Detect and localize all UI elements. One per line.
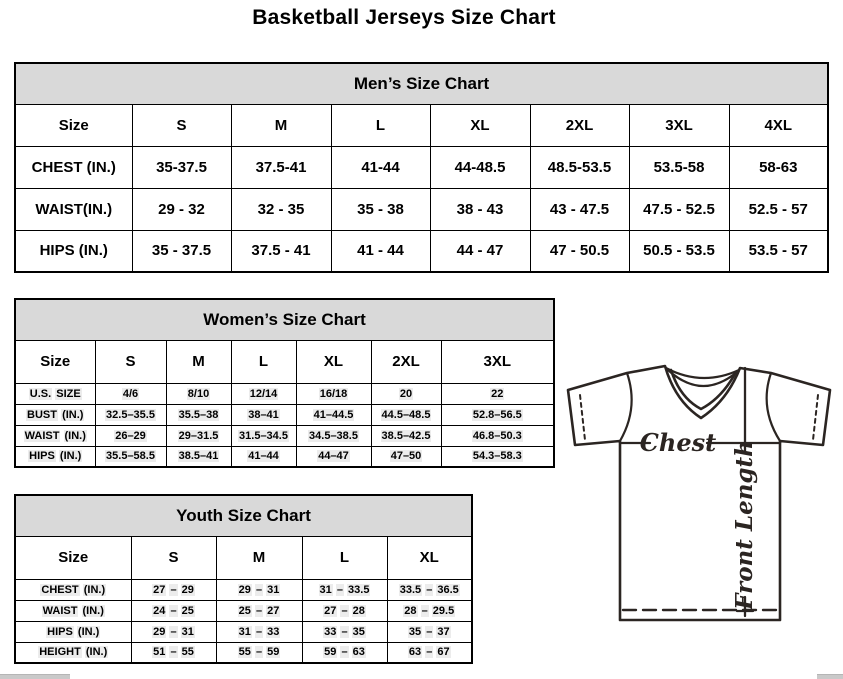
table-row	[15, 579, 472, 600]
jersey-measurement-diagram	[555, 353, 843, 645]
table-cell: 38.5–42.5	[371, 425, 441, 446]
table-cell: 35.5–58.5	[95, 446, 166, 467]
table-cell: 58-63	[729, 146, 828, 188]
table-row	[15, 404, 554, 425]
horizontal-scrollbar-thumb[interactable]	[0, 674, 70, 679]
table-cell: 53.5-58	[629, 146, 729, 188]
table-cell: 54.3–58.3	[441, 446, 554, 467]
table-cell: 31 – 33.5	[302, 579, 387, 600]
column-header: M	[231, 104, 331, 146]
table-row	[15, 146, 828, 188]
column-header-row	[15, 104, 828, 146]
table-cell: 51 – 55	[131, 642, 216, 663]
youth-table-title: Youth Size Chart	[15, 495, 472, 536]
table-cell: 4/6	[95, 383, 166, 404]
table-cell: 35-37.5	[132, 146, 231, 188]
table-cell: 44-48.5	[430, 146, 530, 188]
table-cell: 47–50	[371, 446, 441, 467]
table-cell: 50.5 - 53.5	[629, 230, 729, 272]
table-cell: 28 – 29.5	[387, 600, 472, 621]
table-row	[15, 188, 828, 230]
table-cell: 44 - 47	[430, 230, 530, 272]
table-cell: 41–44	[231, 446, 296, 467]
table-cell: 35 - 37.5	[132, 230, 231, 272]
table-cell: 31.5–34.5	[231, 425, 296, 446]
table-cell: 53.5 - 57	[729, 230, 828, 272]
column-header: 2XL	[371, 340, 441, 383]
column-header: 3XL	[441, 340, 554, 383]
table-cell: 29 - 32	[132, 188, 231, 230]
table-cell: 37.5-41	[231, 146, 331, 188]
table-cell: 27 – 29	[131, 579, 216, 600]
column-header: L	[231, 340, 296, 383]
table-cell: 35 - 38	[331, 188, 430, 230]
column-header-row	[15, 340, 554, 383]
column-header: S	[132, 104, 231, 146]
table-cell: 37.5 - 41	[231, 230, 331, 272]
table-cell: 29–31.5	[166, 425, 231, 446]
column-header: S	[95, 340, 166, 383]
row-label: CHEST (IN.)	[15, 146, 132, 188]
row-label: WAIST (IN.)	[15, 425, 95, 446]
column-header: 2XL	[530, 104, 629, 146]
table-cell: 12/14	[231, 383, 296, 404]
row-label: CHEST (IN.)	[15, 579, 131, 600]
table-cell: 63 – 67	[387, 642, 472, 663]
column-header: L	[302, 536, 387, 579]
page-title: Basketball Jerseys Size Chart	[252, 6, 556, 29]
table-cell: 29 – 31	[216, 579, 302, 600]
womens-table-title: Women’s Size Chart	[15, 299, 554, 340]
table-cell: 35 – 37	[387, 621, 472, 642]
womens-size-table	[14, 298, 553, 468]
mens-table-title: Men’s Size Chart	[15, 63, 828, 104]
table-cell: 33.5 – 36.5	[387, 579, 472, 600]
table-cell: 43 - 47.5	[530, 188, 629, 230]
table-cell: 52.5 - 57	[729, 188, 828, 230]
table-cell: 55 – 59	[216, 642, 302, 663]
row-label: WAIST(IN.)	[15, 188, 132, 230]
column-header: Size	[15, 340, 95, 383]
table-cell: 26–29	[95, 425, 166, 446]
column-header: L	[331, 104, 430, 146]
column-header: M	[166, 340, 231, 383]
table-cell: 22	[441, 383, 554, 404]
table-row	[15, 446, 554, 467]
table-cell: 32 - 35	[231, 188, 331, 230]
youth-size-table	[14, 494, 471, 664]
mens-size-table	[14, 62, 827, 273]
table-cell: 35.5–38	[166, 404, 231, 425]
table-cell: 38.5–41	[166, 446, 231, 467]
table-cell: 33 – 35	[302, 621, 387, 642]
column-header: XL	[387, 536, 472, 579]
table-cell: 32.5–35.5	[95, 404, 166, 425]
column-header: S	[131, 536, 216, 579]
row-label: BUST (IN.)	[15, 404, 95, 425]
row-label: HEIGHT (IN.)	[15, 642, 131, 663]
table-cell: 44–47	[296, 446, 371, 467]
row-label: HIPS (IN.)	[15, 621, 131, 642]
table-row	[15, 621, 472, 642]
table-cell: 44.5–48.5	[371, 404, 441, 425]
horizontal-scrollbar-piece[interactable]	[817, 674, 843, 679]
table-cell: 59 – 63	[302, 642, 387, 663]
table-cell: 20	[371, 383, 441, 404]
row-label: HIPS (IN.)	[15, 446, 95, 467]
column-header: Size	[15, 104, 132, 146]
table-cell: 27 – 28	[302, 600, 387, 621]
table-cell: 38–41	[231, 404, 296, 425]
table-row	[15, 600, 472, 621]
table-cell: 8/10	[166, 383, 231, 404]
column-header: M	[216, 536, 302, 579]
table-row	[15, 425, 554, 446]
column-header: 3XL	[629, 104, 729, 146]
table-row	[15, 230, 828, 272]
column-header: XL	[430, 104, 530, 146]
table-cell: 47.5 - 52.5	[629, 188, 729, 230]
table-cell: 24 – 25	[131, 600, 216, 621]
table-cell: 38 - 43	[430, 188, 530, 230]
table-cell: 41–44.5	[296, 404, 371, 425]
table-cell: 16/18	[296, 383, 371, 404]
table-cell: 47 - 50.5	[530, 230, 629, 272]
table-cell: 29 – 31	[131, 621, 216, 642]
table-cell: 34.5–38.5	[296, 425, 371, 446]
column-header-row	[15, 536, 472, 579]
column-header: XL	[296, 340, 371, 383]
table-row	[15, 383, 554, 404]
row-label: WAIST (IN.)	[15, 600, 131, 621]
jersey-outline	[568, 366, 830, 620]
column-header: Size	[15, 536, 131, 579]
chest-label: Chest	[639, 428, 717, 457]
table-cell: 48.5-53.5	[530, 146, 629, 188]
table-cell: 46.8–50.3	[441, 425, 554, 446]
row-label: U.S. SIZE	[15, 383, 95, 404]
row-label: HIPS (IN.)	[15, 230, 132, 272]
table-row	[15, 642, 472, 663]
front-length-label: Front Length	[731, 440, 758, 610]
table-cell: 25 – 27	[216, 600, 302, 621]
table-cell: 41 - 44	[331, 230, 430, 272]
table-cell: 31 – 33	[216, 621, 302, 642]
column-header: 4XL	[729, 104, 828, 146]
table-cell: 41-44	[331, 146, 430, 188]
table-cell: 52.8–56.5	[441, 404, 554, 425]
